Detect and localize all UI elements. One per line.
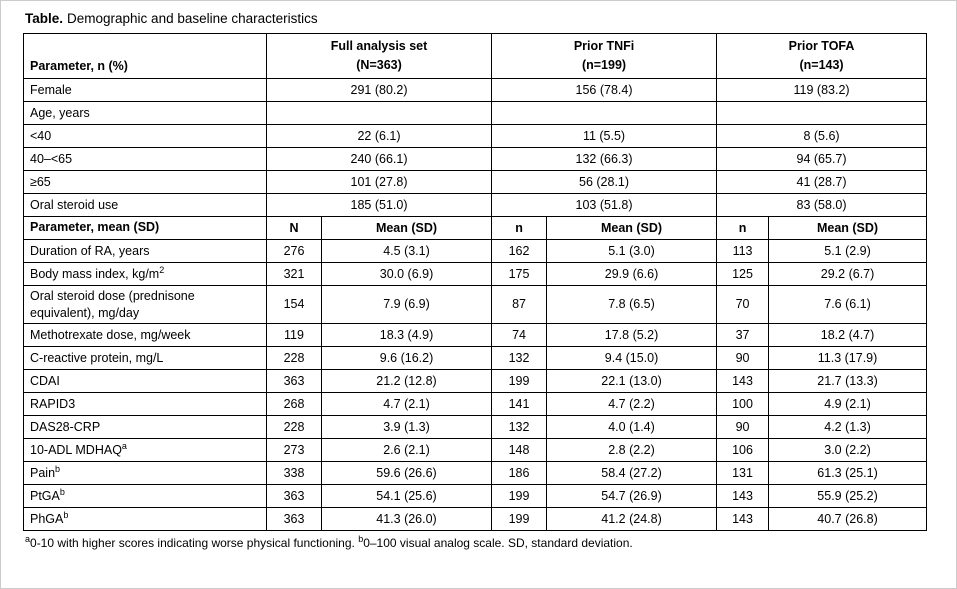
row-n-value: 186 — [492, 461, 547, 484]
row-mean-sd-value: 5.1 (3.0) — [547, 240, 717, 263]
column-header-mean-sd-tofa: Mean (SD) — [769, 217, 927, 240]
row-value: 11 (5.5) — [492, 125, 717, 148]
row-mean-sd-value: 4.0 (1.4) — [547, 415, 717, 438]
row-mean-sd-value: 41.2 (24.8) — [547, 507, 717, 530]
column-header-prior-tnfi — [492, 34, 717, 79]
row-mean-sd-value: 11.3 (17.9) — [769, 346, 927, 369]
table-row — [24, 323, 927, 346]
group-count: (n=143) — [799, 58, 844, 72]
row-value: 56 (28.1) — [492, 171, 717, 194]
row-value: 94 (65.7) — [717, 148, 927, 171]
footnote-text-b: 0–100 visual analog scale. SD, standard deviation. — [363, 535, 633, 550]
column-header-prior-tofa — [717, 34, 927, 79]
row-mean-sd-value: 7.6 (6.1) — [769, 286, 927, 324]
row-mean-sd-value: 2.8 (2.2) — [547, 438, 717, 461]
superscript-marker: 2 — [159, 264, 165, 275]
row-value: 41 (28.7) — [717, 171, 927, 194]
row-mean-sd-value: 21.2 (12.8) — [322, 369, 492, 392]
row-parameter: 40–<65 — [24, 148, 267, 171]
row-n-value: 37 — [717, 323, 769, 346]
row-parameter: PhGA$^b$ — [24, 507, 267, 530]
row-mean-sd-value: 55.9 (25.2) — [769, 484, 927, 507]
section-mean-sd — [24, 217, 927, 531]
table-row — [24, 392, 927, 415]
row-mean-sd-value: 2.6 (2.1) — [322, 438, 492, 461]
superscript-marker: b — [63, 509, 69, 520]
table-row — [24, 461, 927, 484]
row-mean-sd-value: 54.7 (26.9) — [547, 484, 717, 507]
row-n-value: 154 — [267, 286, 322, 324]
row-parameter: <40 — [24, 125, 267, 148]
column-header-n-tofa: n — [717, 217, 769, 240]
column-header-full-analysis-set — [267, 34, 492, 79]
row-mean-sd-value: 3.0 (2.2) — [769, 438, 927, 461]
row-mean-sd-value: 41.3 (26.0) — [322, 507, 492, 530]
section-header-row — [24, 217, 927, 240]
table-row — [24, 148, 927, 171]
row-mean-sd-value: 4.2 (1.3) — [769, 415, 927, 438]
row-value: 22 (6.1) — [267, 125, 492, 148]
table-row — [24, 102, 927, 125]
row-mean-sd-value: 9.6 (16.2) — [322, 346, 492, 369]
table-row — [24, 346, 927, 369]
row-mean-sd-value: 21.7 (13.3) — [769, 369, 927, 392]
row-mean-sd-value: 29.9 (6.6) — [547, 263, 717, 286]
row-n-value: 119 — [267, 323, 322, 346]
row-parameter: CDAI — [24, 369, 267, 392]
row-value — [492, 102, 717, 125]
table-title — [25, 11, 940, 26]
row-n-value: 141 — [492, 392, 547, 415]
row-mean-sd-value: 18.2 (4.7) — [769, 323, 927, 346]
row-mean-sd-value: 4.5 (3.1) — [322, 240, 492, 263]
group-title: Prior TNFi — [573, 38, 635, 53]
row-mean-sd-value: 9.4 (15.0) — [547, 346, 717, 369]
table-row — [24, 484, 927, 507]
row-n-value: 143 — [717, 369, 769, 392]
row-n-value: 125 — [717, 263, 769, 286]
table-row — [24, 263, 927, 286]
row-n-value: 228 — [267, 346, 322, 369]
row-mean-sd-value: 40.7 (26.8) — [769, 507, 927, 530]
table-row — [24, 79, 927, 102]
row-n-value: 338 — [267, 461, 322, 484]
row-n-value: 100 — [717, 392, 769, 415]
row-value: 240 (66.1) — [267, 148, 492, 171]
row-n-value: 321 — [267, 263, 322, 286]
table-row — [24, 171, 927, 194]
row-n-value: 131 — [717, 461, 769, 484]
row-value: 119 (83.2) — [717, 79, 927, 102]
footnote-marker-a: a — [25, 533, 31, 544]
row-parameter: Duration of RA, years — [24, 240, 267, 263]
row-mean-sd-value: 7.8 (6.5) — [547, 286, 717, 324]
row-mean-sd-value: 22.1 (13.0) — [547, 369, 717, 392]
column-header-mean-sd-full: Mean (SD) — [322, 217, 492, 240]
row-mean-sd-value: 7.9 (6.9) — [322, 286, 492, 324]
row-n-value: 132 — [492, 415, 547, 438]
row-parameter: 10-ADL MDHAQ$^a$ — [24, 438, 267, 461]
column-header-n-tnfi: n — [492, 217, 547, 240]
row-mean-sd-value: 58.4 (27.2) — [547, 461, 717, 484]
row-mean-sd-value: 3.9 (1.3) — [322, 415, 492, 438]
row-value: 132 (66.3) — [492, 148, 717, 171]
row-parameter: Pain$^b$ — [24, 461, 267, 484]
table-head — [24, 34, 927, 79]
group-count: (n=199) — [581, 58, 627, 72]
row-value: 103 (51.8) — [492, 194, 717, 217]
row-n-value: 87 — [492, 286, 547, 324]
row-parameter: PtGA$^b$ — [24, 484, 267, 507]
header-row — [24, 34, 927, 79]
group-title: Prior TOFA — [788, 38, 855, 53]
row-parameter: DAS28-CRP — [24, 415, 267, 438]
table-row — [24, 507, 927, 530]
table-row — [24, 369, 927, 392]
row-mean-sd-value: 5.1 (2.9) — [769, 240, 927, 263]
column-header-parameter-n-pct: Parameter, n (%) — [24, 34, 267, 79]
row-value: 185 (51.0) — [267, 194, 492, 217]
row-value: 156 (78.4) — [492, 79, 717, 102]
row-n-value: 199 — [492, 507, 547, 530]
row-mean-sd-value: 4.9 (2.1) — [769, 392, 927, 415]
row-n-value: 106 — [717, 438, 769, 461]
row-value — [717, 102, 927, 125]
superscript-marker: b — [55, 463, 61, 474]
table-row — [24, 438, 927, 461]
row-n-value: 143 — [717, 507, 769, 530]
footnote-marker-b: b — [358, 533, 364, 544]
table-row — [24, 286, 927, 324]
row-mean-sd-value: 29.2 (6.7) — [769, 263, 927, 286]
row-n-value: 228 — [267, 415, 322, 438]
row-n-value: 363 — [267, 507, 322, 530]
section-n-percent — [24, 79, 927, 217]
group-title: Full analysis set — [330, 38, 428, 53]
row-value — [267, 102, 492, 125]
row-n-value: 162 — [492, 240, 547, 263]
row-n-value: 268 — [267, 392, 322, 415]
row-mean-sd-value: 18.3 (4.9) — [322, 323, 492, 346]
row-value: 291 (80.2) — [267, 79, 492, 102]
row-mean-sd-value: 59.6 (26.6) — [322, 461, 492, 484]
column-header-parameter-mean-sd: Parameter, mean (SD) — [24, 217, 267, 240]
row-n-value: 276 — [267, 240, 322, 263]
row-parameter: ≥65 — [24, 171, 267, 194]
baseline-characteristics-table — [23, 33, 927, 531]
superscript-marker: b — [59, 486, 65, 497]
row-parameter: Oral steroid use — [24, 194, 267, 217]
row-n-value: 113 — [717, 240, 769, 263]
row-parameter: Age, years — [24, 102, 267, 125]
row-n-value: 363 — [267, 484, 322, 507]
row-parameter: Female — [24, 79, 267, 102]
row-mean-sd-value: 30.0 (6.9) — [322, 263, 492, 286]
row-n-value: 148 — [492, 438, 547, 461]
footnote-text-a: 0-10 with higher scores indicating worse physical functioning. — [30, 535, 359, 550]
row-value: 8 (5.6) — [717, 125, 927, 148]
row-parameter: Methotrexate dose, mg/week — [24, 323, 267, 346]
row-parameter: C-reactive protein, mg/L — [24, 346, 267, 369]
row-mean-sd-value: 54.1 (25.6) — [322, 484, 492, 507]
row-n-value: 199 — [492, 369, 547, 392]
row-mean-sd-value: 61.3 (25.1) — [769, 461, 927, 484]
row-value: 101 (27.8) — [267, 171, 492, 194]
row-parameter: Body mass index, $kg/m^2$ — [24, 263, 267, 286]
table-row — [24, 194, 927, 217]
row-value: 83 (58.0) — [717, 194, 927, 217]
group-count: (N=363) — [356, 58, 402, 72]
row-n-value: 132 — [492, 346, 547, 369]
row-n-value: 90 — [717, 415, 769, 438]
row-parameter: Oral steroid dose (prednisone equivalent), mg/day — [24, 286, 267, 324]
row-n-value: 175 — [492, 263, 547, 286]
table-row — [24, 125, 927, 148]
table-title-text: Demographic and baseline characteristics — [67, 11, 318, 26]
superscript-marker: a — [121, 440, 127, 451]
row-n-value: 143 — [717, 484, 769, 507]
column-header-mean-sd-tnfi: Mean (SD) — [547, 217, 717, 240]
row-n-value: 363 — [267, 369, 322, 392]
table-row — [24, 240, 927, 263]
row-n-value: 90 — [717, 346, 769, 369]
column-header-n-full: N — [267, 217, 322, 240]
row-mean-sd-value: 4.7 (2.2) — [547, 392, 717, 415]
row-mean-sd-value: 4.7 (2.1) — [322, 392, 492, 415]
table-row — [24, 415, 927, 438]
row-parameter: RAPID3 — [24, 392, 267, 415]
table-footnote — [25, 533, 940, 552]
table-title-label: Table. — [25, 11, 64, 26]
row-n-value: 199 — [492, 484, 547, 507]
row-n-value: 70 — [717, 286, 769, 324]
row-mean-sd-value: 17.8 (5.2) — [547, 323, 717, 346]
row-n-value: 273 — [267, 438, 322, 461]
row-n-value: 74 — [492, 323, 547, 346]
